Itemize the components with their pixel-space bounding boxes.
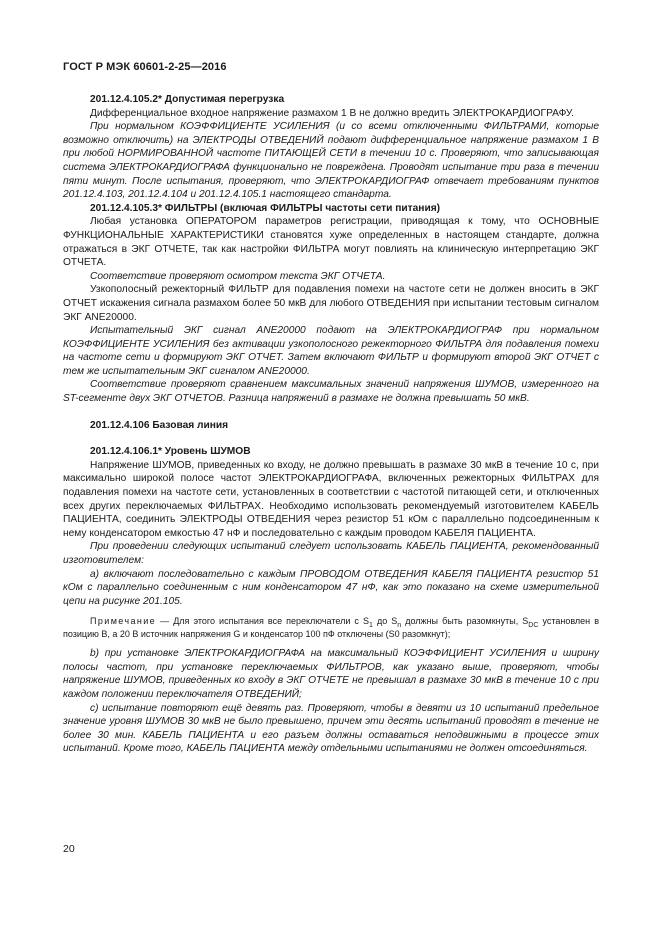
paragraph: Напряжение ШУМОВ, приведенных ко входу, не должно превышать в размахе 30 мкВ в течение 10 с, при максимально широкой полосе частот ЭЛЕКТРОКАРДИОГРАФА, включенных режекторных ФИЛЬТРАХ для подавления помехи на частоте сети, установленных в соответствии с частотой питающей сети, и отключенных всех других переключаемых ФИЛЬТРАХ. Необходимо использовать рекомендуемый изготовителем КАБЕЛЬ ПАЦИЕНТА, соединить ЭЛЕКТРОДЫ ОТВЕДЕНИЯ через резистор 51 кОм с параллельно подсоединенным к нему конденсатором емкостью 47 нФ и последовательно с каждым проводом КАБЕЛЯ ПАЦИЕНТА.: [63, 459, 599, 539]
heading-201-12-4-105-3: 201.12.4.105.3* ФИЛЬТРЫ (включая ФИЛЬТРЫ частоты сети питания): [90, 202, 441, 214]
paragraph-test: Испытательный ЭКГ сигнал ANE20000 подают на ЭЛЕКТРОКАРДИОГРАФ при нормальном КОЭФФИЦИЕНТЕ УСИЛЕНИЯ без активации узкополосного режекторного ФИЛЬТРА для подавления помехи на частоте сети и формируют ЭКГ ОТЧЕТ. Затем включают ФИЛЬТР и формируют второй ЭКГ ОТЧЕТ с тем же испытательным ЭКГ сигналом ANE20000.: [63, 325, 599, 377]
heading-201-12-4-106: 201.12.4.106 Базовая линия: [90, 419, 229, 431]
note-label: Примечание: [90, 616, 157, 627]
paragraph-test: При проведении следующих испытаний следует использовать КАБЕЛЬ ПАЦИЕНТА, рекомендованный изготовителем:: [63, 541, 599, 566]
document-body: [63, 93, 599, 756]
page-number: 20: [63, 843, 75, 855]
paragraph: Дифференциальное входное напряжение размахом 1 В не должно вредить ЭЛЕКТРОКАРДИОГРАФУ.: [90, 107, 574, 119]
paragraph-test: При нормальном КОЭФФИЦИЕНТЕ УСИЛЕНИЯ (и со всеми отключенными ФИЛЬТРАМИ, которые возможно отключить) на ЭЛЕКТРОДЫ ОТВЕДЕНИЙ подают дифференциальное напряжение размахом 1 В при любой НОРМИРОВАННОЙ частоте ПИТАЮЩЕЙ СЕТИ в течении 10 с. Проверяют, что записывающая система ЭЛЕКТРОКАРДИОГРАФА функционально не повреждена. Проводят испытание три раза в течении пяти минут. После испытания, проверяют, что ЭЛЕКТРОКАРДИОГРАФ отвечает требованиям пунктов 201.12.4.103, 201.12.4.104 и 201.12.4.105.1 настоящего стандарта.: [63, 121, 599, 201]
heading-201-12-4-106-1: 201.12.4.106.1* Уровень ШУМОВ: [90, 446, 251, 458]
list-item-a: а) включают последовательно с каждым ПРОВОДОМ ОТВЕДЕНИЯ КАБЕЛЯ ПАЦИЕНТА резистор 51 кОм с параллельно соединенным с ним конденсатором 47 нФ, как это показано на схеме измерительной цепи на рисунке 201.105.: [63, 568, 599, 607]
paragraph-compliance: Соответствие проверяют сравнением максимальных значений напряжения ШУМОВ, измеренного на ST-сегменте двух ЭКГ ОТЧЕТОВ. Разница напряжений в размахе не должна превышать 50 мкВ.: [63, 379, 599, 405]
list-item-b: b) при установке ЭЛЕКТРОКАРДИОГРАФА на максимальный КОЭФФИЦИЕНТ УСИЛЕНИЯ и ширину полосы частот, при установке переключаемых ФИЛЬТРОВ, как указано выше, проверяют, чтобы напряжение ШУМОВ, приведенных ко входу в ЭКГ ОТЧЕТЕ не превышал в размахе 30 мкВ в течение 10 с при каждом положении переключателя ОТВЕДЕНИЙ;: [63, 648, 599, 700]
spacer: [63, 406, 599, 419]
paragraph-compliance: Соответствие проверяют осмотром текста ЭКГ ОТЧЕТА.: [90, 270, 386, 282]
list-item-c: с) испытание повторяют ещё девять раз. Проверяют, чтобы в девяти из 10 испытаний предельное значение уровня ШУМОВ 30 мкВ не было превышено, причем эти десять испытаний проводят в течение не более 30 мин. КАБЕЛЬ ПАЦИЕНТА и его разъем должны оставаться неподвижными в процессе этих испытаний. Кроме того, КАБЕЛЬ ПАЦИЕНТА между отдельными испытаниями не должен отсоединяться.: [63, 702, 599, 755]
paragraph: Узкополосный режекторный ФИЛЬТР для подавления помехи на частоте сети не должен вносить в ЭКГ ОТЧЕТ искажения сигнала размахом более 50 мкВ для любого ОТВЕДЕНИЯ при испытании тестовым сигналом ЭКГ ANE20000.: [63, 284, 599, 323]
standard-header: ГОСТ Р МЭК 60601-2-25—2016: [63, 61, 227, 73]
paragraph: Любая установка ОПЕРАТОРОМ параметров регистрации, приводящая к тому, что ОСНОВНЫЕ ФУНКЦИОНАЛЬНЫЕ ХАРАКТЕРИСТИКИ становятся хуже определенных в настоящем стандарте, должна отражаться в ЭКГ ОТЧЕТЕ, так как настройки ФИЛЬТРА могут повлиять на клиническую интерпретацию ЭКГ ОТЧЕТА.: [63, 216, 599, 269]
spacer: [63, 432, 599, 445]
heading-201-12-4-105-2: 201.12.4.105.2* Допустимая перегрузка: [90, 94, 285, 105]
note: Примечание — Для этого испытания все переключатели с $S_1$ до $S_n$ должны быть разомкнуты, $S_{DC}$ установлен в позицию B, а 20 В источник напряжения G и конденсатор 100 пФ отключены (S0 разомкнут);: [63, 616, 599, 639]
